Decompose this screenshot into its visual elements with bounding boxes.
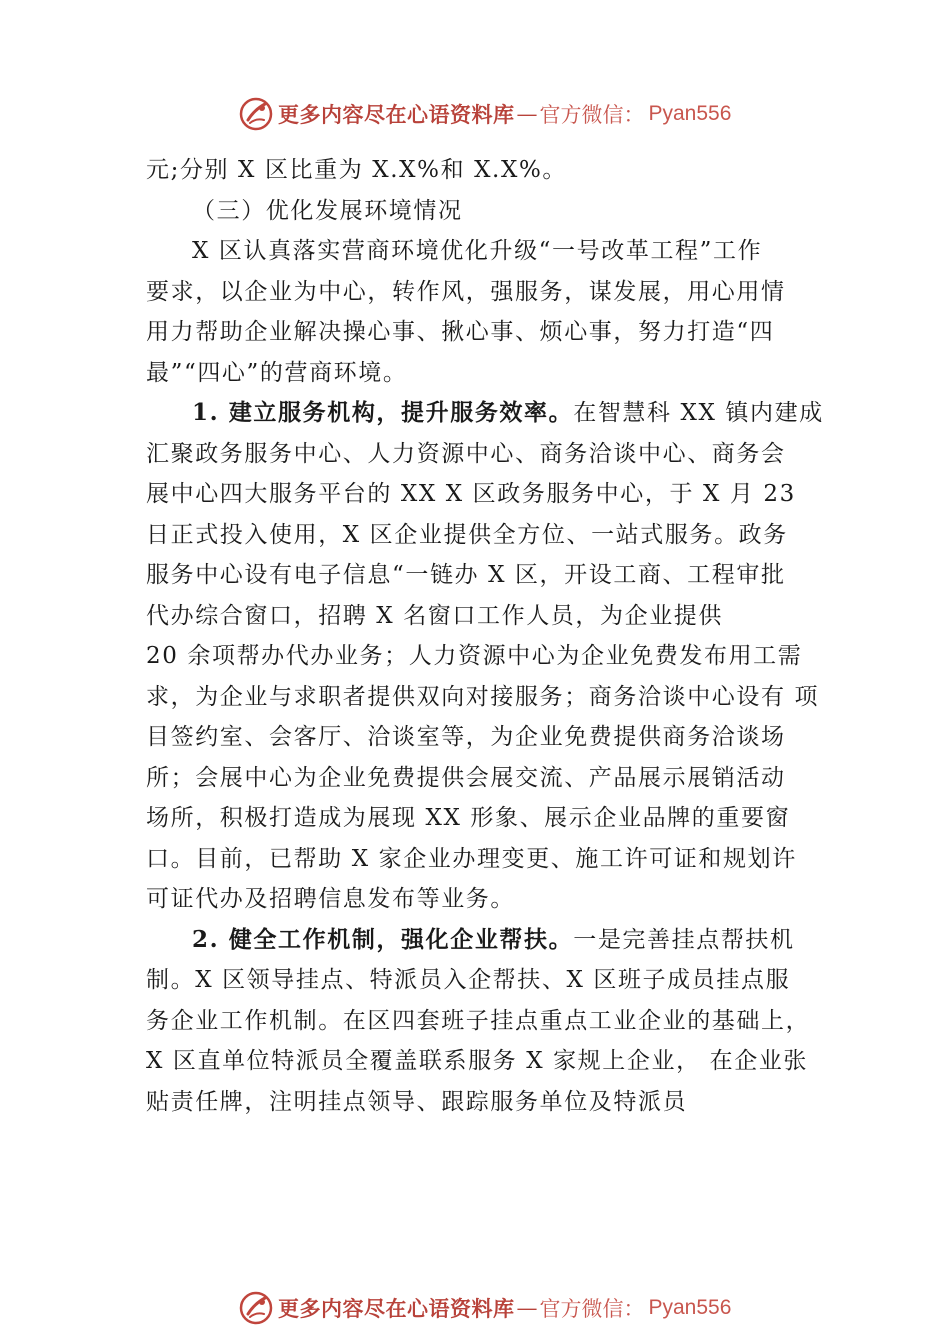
body-line: 场所，积极打造成为展现 XX 形象、展示企业品牌的重要窗 xyxy=(146,805,791,831)
header-banner xyxy=(238,94,798,134)
subheading-1: 1. 建立服务机构，提升服务效率。 xyxy=(192,399,574,426)
body-line: 展中心四大服务平台的 XX X 区政务服务中心，于 X 月 23 xyxy=(146,481,796,507)
body-line: 制。X 区领导挂点、特派员入企帮扶、X 区班子成员挂点服 xyxy=(146,967,791,993)
body-line: 用力帮助企业解决操心事、揪心事、烦心事，努力打造“四 xyxy=(146,319,775,345)
header-contact-value: Pyan556 xyxy=(648,102,732,125)
body-text: 在智慧科 XX 镇内建成 xyxy=(573,400,824,426)
body-line: 目签约室、会客厅、洽谈室等，为企业免费提供商务洽谈场 xyxy=(146,724,786,750)
body-line: 求，为企业与求职者提供双向对接服务；商务洽谈中心设有 项 xyxy=(146,683,820,710)
footer-banner xyxy=(238,1288,798,1328)
body-line: 汇聚政务服务中心、人力资源中心、商务洽谈中心、商务会 xyxy=(146,440,786,467)
body-line: 最”“四心”的营商环境。 xyxy=(146,359,408,386)
section-heading: （三）优化发展环境情况 xyxy=(192,197,463,224)
header-dash: — xyxy=(516,102,538,126)
body-line: 务企业工作机制。在区四套班子挂点重点工业企业的基础上， xyxy=(146,1007,811,1034)
document-body xyxy=(146,150,824,1122)
body-line: 所；会展中心为企业免费提供会展交流、产品展示展销活动 xyxy=(146,764,786,791)
body-line: X 区直单位特派员全覆盖联系服务 X 家规上企业， 在企业张 xyxy=(146,1048,808,1074)
body-line: 20 余项帮办代办业务；人力资源中心为企业免费发布用工需 xyxy=(146,643,803,669)
footer-contact-value: Pyan556 xyxy=(648,1296,732,1319)
header-title: 更多内容尽在心语资料库 xyxy=(278,102,515,127)
footer-dash: — xyxy=(516,1296,538,1320)
brush-logo-icon xyxy=(238,96,274,132)
body-line: 贴责任牌，注明挂点领导、跟踪服务单位及特派员 xyxy=(146,1088,688,1115)
brush-logo-icon xyxy=(238,1290,274,1326)
footer-title: 更多内容尽在心语资料库 xyxy=(278,1296,515,1321)
header-contact-label: 官方微信： xyxy=(539,103,645,127)
body-line: 口。目前，已帮助 X 家企业办理变更、施工许可证和规划许 xyxy=(146,845,797,872)
subheading-2: 2. 健全工作机制，强化企业帮扶。 xyxy=(192,925,574,953)
body-line: 可证代办及招聘信息发布等业务。 xyxy=(146,886,515,912)
body-line: 元;分别 X 区比重为 X.X%和 X.X%。 xyxy=(146,157,567,183)
body-text: 一是完善挂点帮扶机 xyxy=(573,926,795,953)
body-line: X 区认真落实营商环境优化升级“一号改革工程”工作 xyxy=(192,238,763,264)
body-line: 服务中心设有电子信息“一链办 X 区，开设工商、工程审批 xyxy=(146,562,786,588)
paragraph-1-first-line xyxy=(146,393,824,434)
body-line: 代办综合窗口，招聘 X 名窗口工作人员，为企业提供 xyxy=(146,602,723,629)
body-line: 日正式投入使用，X 区企业提供全方位、一站式服务。政务 xyxy=(146,521,788,548)
footer-contact-label: 官方微信： xyxy=(539,1297,645,1321)
body-line: 要求，以企业为中心，转作风，强服务，谋发展，用心用情 xyxy=(146,278,786,305)
paragraph-2-first-line xyxy=(146,920,816,961)
